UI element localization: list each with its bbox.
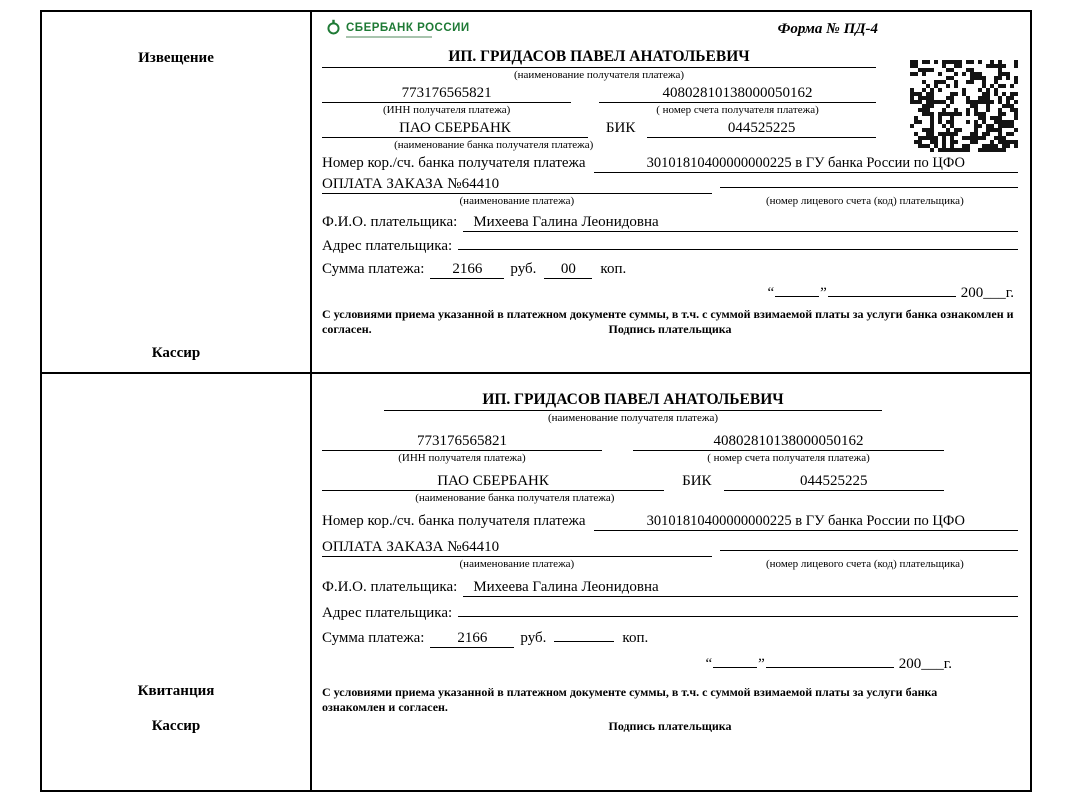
date-quote-open: “	[767, 285, 775, 301]
personal-account-blank	[720, 187, 1018, 188]
date-quote-close-receipt: ”	[758, 656, 765, 672]
rub-label-receipt: руб.	[520, 630, 547, 646]
payer-address-value	[458, 249, 1018, 250]
bik-label: БИК	[605, 120, 636, 136]
cashier-label: Кассир	[151, 345, 201, 361]
notice-section	[42, 12, 1030, 374]
cashier-label-bottom: Кассир	[151, 718, 201, 734]
date-day-blank-receipt	[713, 667, 757, 668]
sberbank-logo-textblock	[346, 22, 470, 38]
payer-name-value: Михеева Галина Леонидовна	[463, 214, 1018, 232]
amount-rub-value: 2166	[430, 261, 504, 279]
amount-kop-value: 00	[544, 261, 592, 279]
date-month-blank-receipt	[766, 667, 894, 668]
sberbank-logo-text: СБЕРБАНК РОССИИ	[346, 21, 470, 34]
recipient-caption-receipt: (наименование получателя платежа)	[547, 412, 719, 424]
inn-caption: (ИНН получателя платежа)	[382, 104, 511, 116]
receipt-label: Квитанция	[137, 683, 215, 699]
personal-account-blank-receipt	[720, 550, 1018, 551]
payment-name-value-receipt: ОПЛАТА ЗАКАЗА №64410	[322, 539, 712, 557]
pd4-form	[40, 10, 1032, 792]
receipt-section	[42, 374, 1030, 790]
terms-text: С условиями приема указанной в платежном документе суммы, в т.ч. с суммой взимаемой платы за услуги банка ознакомлен и согласен.	[322, 307, 1014, 336]
bank-caption: (наименование банка получателя платежа)	[394, 139, 594, 151]
bik-value-receipt: 044525225	[724, 473, 944, 491]
date-month-blank	[828, 296, 956, 297]
account-value-receipt: 40802810138000050162	[633, 433, 944, 451]
bik-label-receipt: БИК	[682, 473, 712, 489]
bik-value: 044525225	[647, 120, 876, 138]
notice-form-area	[312, 12, 1030, 372]
amount-label: Сумма платежа:	[322, 261, 425, 277]
date-quote-close: ”	[820, 285, 827, 301]
receipt-left-column	[42, 374, 312, 790]
kop-label: коп.	[600, 261, 627, 277]
payer-name-label-receipt: Ф.И.О. плательщика:	[322, 579, 458, 595]
bank-name-value-receipt: ПАО СБЕРБАНК	[322, 473, 664, 491]
notice-header	[322, 17, 1018, 45]
date-day-blank	[775, 296, 819, 297]
inn-caption-receipt: (ИНН получателя платежа)	[398, 452, 526, 464]
date-quote-open-receipt: “	[705, 656, 713, 672]
payer-name-value-receipt: Михеева Галина Леонидовна	[463, 579, 1018, 597]
payer-address-label-receipt: Адрес плательщика:	[322, 605, 453, 621]
sberbank-logo	[322, 17, 470, 40]
account-caption: ( номер счета получателя платежа)	[656, 104, 819, 116]
kop-label-receipt: коп.	[622, 630, 649, 646]
payer-address-value-receipt	[458, 616, 1018, 617]
notice-label: Извещение	[138, 50, 214, 66]
notice-left-column	[42, 12, 312, 372]
personal-account-caption: (номер лицевого счета (код) плательщика)	[766, 195, 964, 207]
rub-label: руб.	[510, 261, 537, 277]
payment-caption-receipt: (наименование платежа)	[459, 558, 575, 570]
amount-rub-value-receipt: 2166	[430, 630, 514, 648]
payer-address-label: Адрес плательщика:	[322, 238, 453, 254]
form-number-label: Форма № ПД-4	[777, 21, 878, 37]
bank-name-value: ПАО СБЕРБАНК	[322, 120, 588, 138]
payment-name-value: ОПЛАТА ЗАКАЗА №64410	[322, 176, 712, 194]
korr-account-label-receipt: Номер кор./сч. банка получателя платежа	[322, 513, 586, 529]
sberbank-logo-icon	[326, 19, 341, 40]
year-label: 200___г.	[960, 285, 1014, 301]
personal-account-caption-receipt: (номер лицевого счета (код) плательщика)	[766, 558, 964, 570]
signature-label-receipt: Подпись плательщика	[608, 719, 732, 733]
account-value: 40802810138000050162	[599, 85, 876, 103]
receipt-form-area	[312, 374, 1030, 790]
recipient-name-receipt: ИП. ГРИДАСОВ ПАВЕЛ АНАТОЛЬЕВИЧ	[384, 391, 882, 411]
korr-account-label: Номер кор./сч. банка получателя платежа	[322, 155, 586, 171]
recipient-caption: (наименование получателя платежа)	[513, 69, 685, 81]
korr-account-value-receipt: 30101810400000000225 в ГУ банка России по ЦФО	[594, 513, 1018, 531]
recipient-name: ИП. ГРИДАСОВ ПАВЕЛ АНАТОЛЬЕВИЧ	[322, 48, 876, 68]
payer-name-label: Ф.И.О. плательщика:	[322, 214, 458, 230]
inn-value-receipt: 773176565821	[322, 433, 602, 451]
payment-caption: (наименование платежа)	[459, 195, 575, 207]
amount-kop-value-receipt	[554, 641, 614, 642]
sberbank-logo-tagline	[346, 36, 432, 38]
year-label-receipt: 200___г.	[898, 656, 952, 672]
qr-code	[910, 60, 1018, 152]
account-caption-receipt: ( номер счета получателя платежа)	[707, 452, 870, 464]
terms-text-receipt: С условиями приема указанной в платежном документе суммы, в т.ч. с суммой взимаемой платы за услуги банка ознакомлен и согласен.	[322, 685, 938, 714]
korr-account-value: 30101810400000000225 в ГУ банка России по ЦФО	[594, 155, 1018, 173]
amount-label-receipt: Сумма платежа:	[322, 630, 425, 646]
bank-caption-receipt: (наименование банка получателя платежа)	[415, 492, 615, 504]
inn-value: 773176565821	[322, 85, 571, 103]
signature-label: Подпись плательщика	[608, 322, 732, 336]
